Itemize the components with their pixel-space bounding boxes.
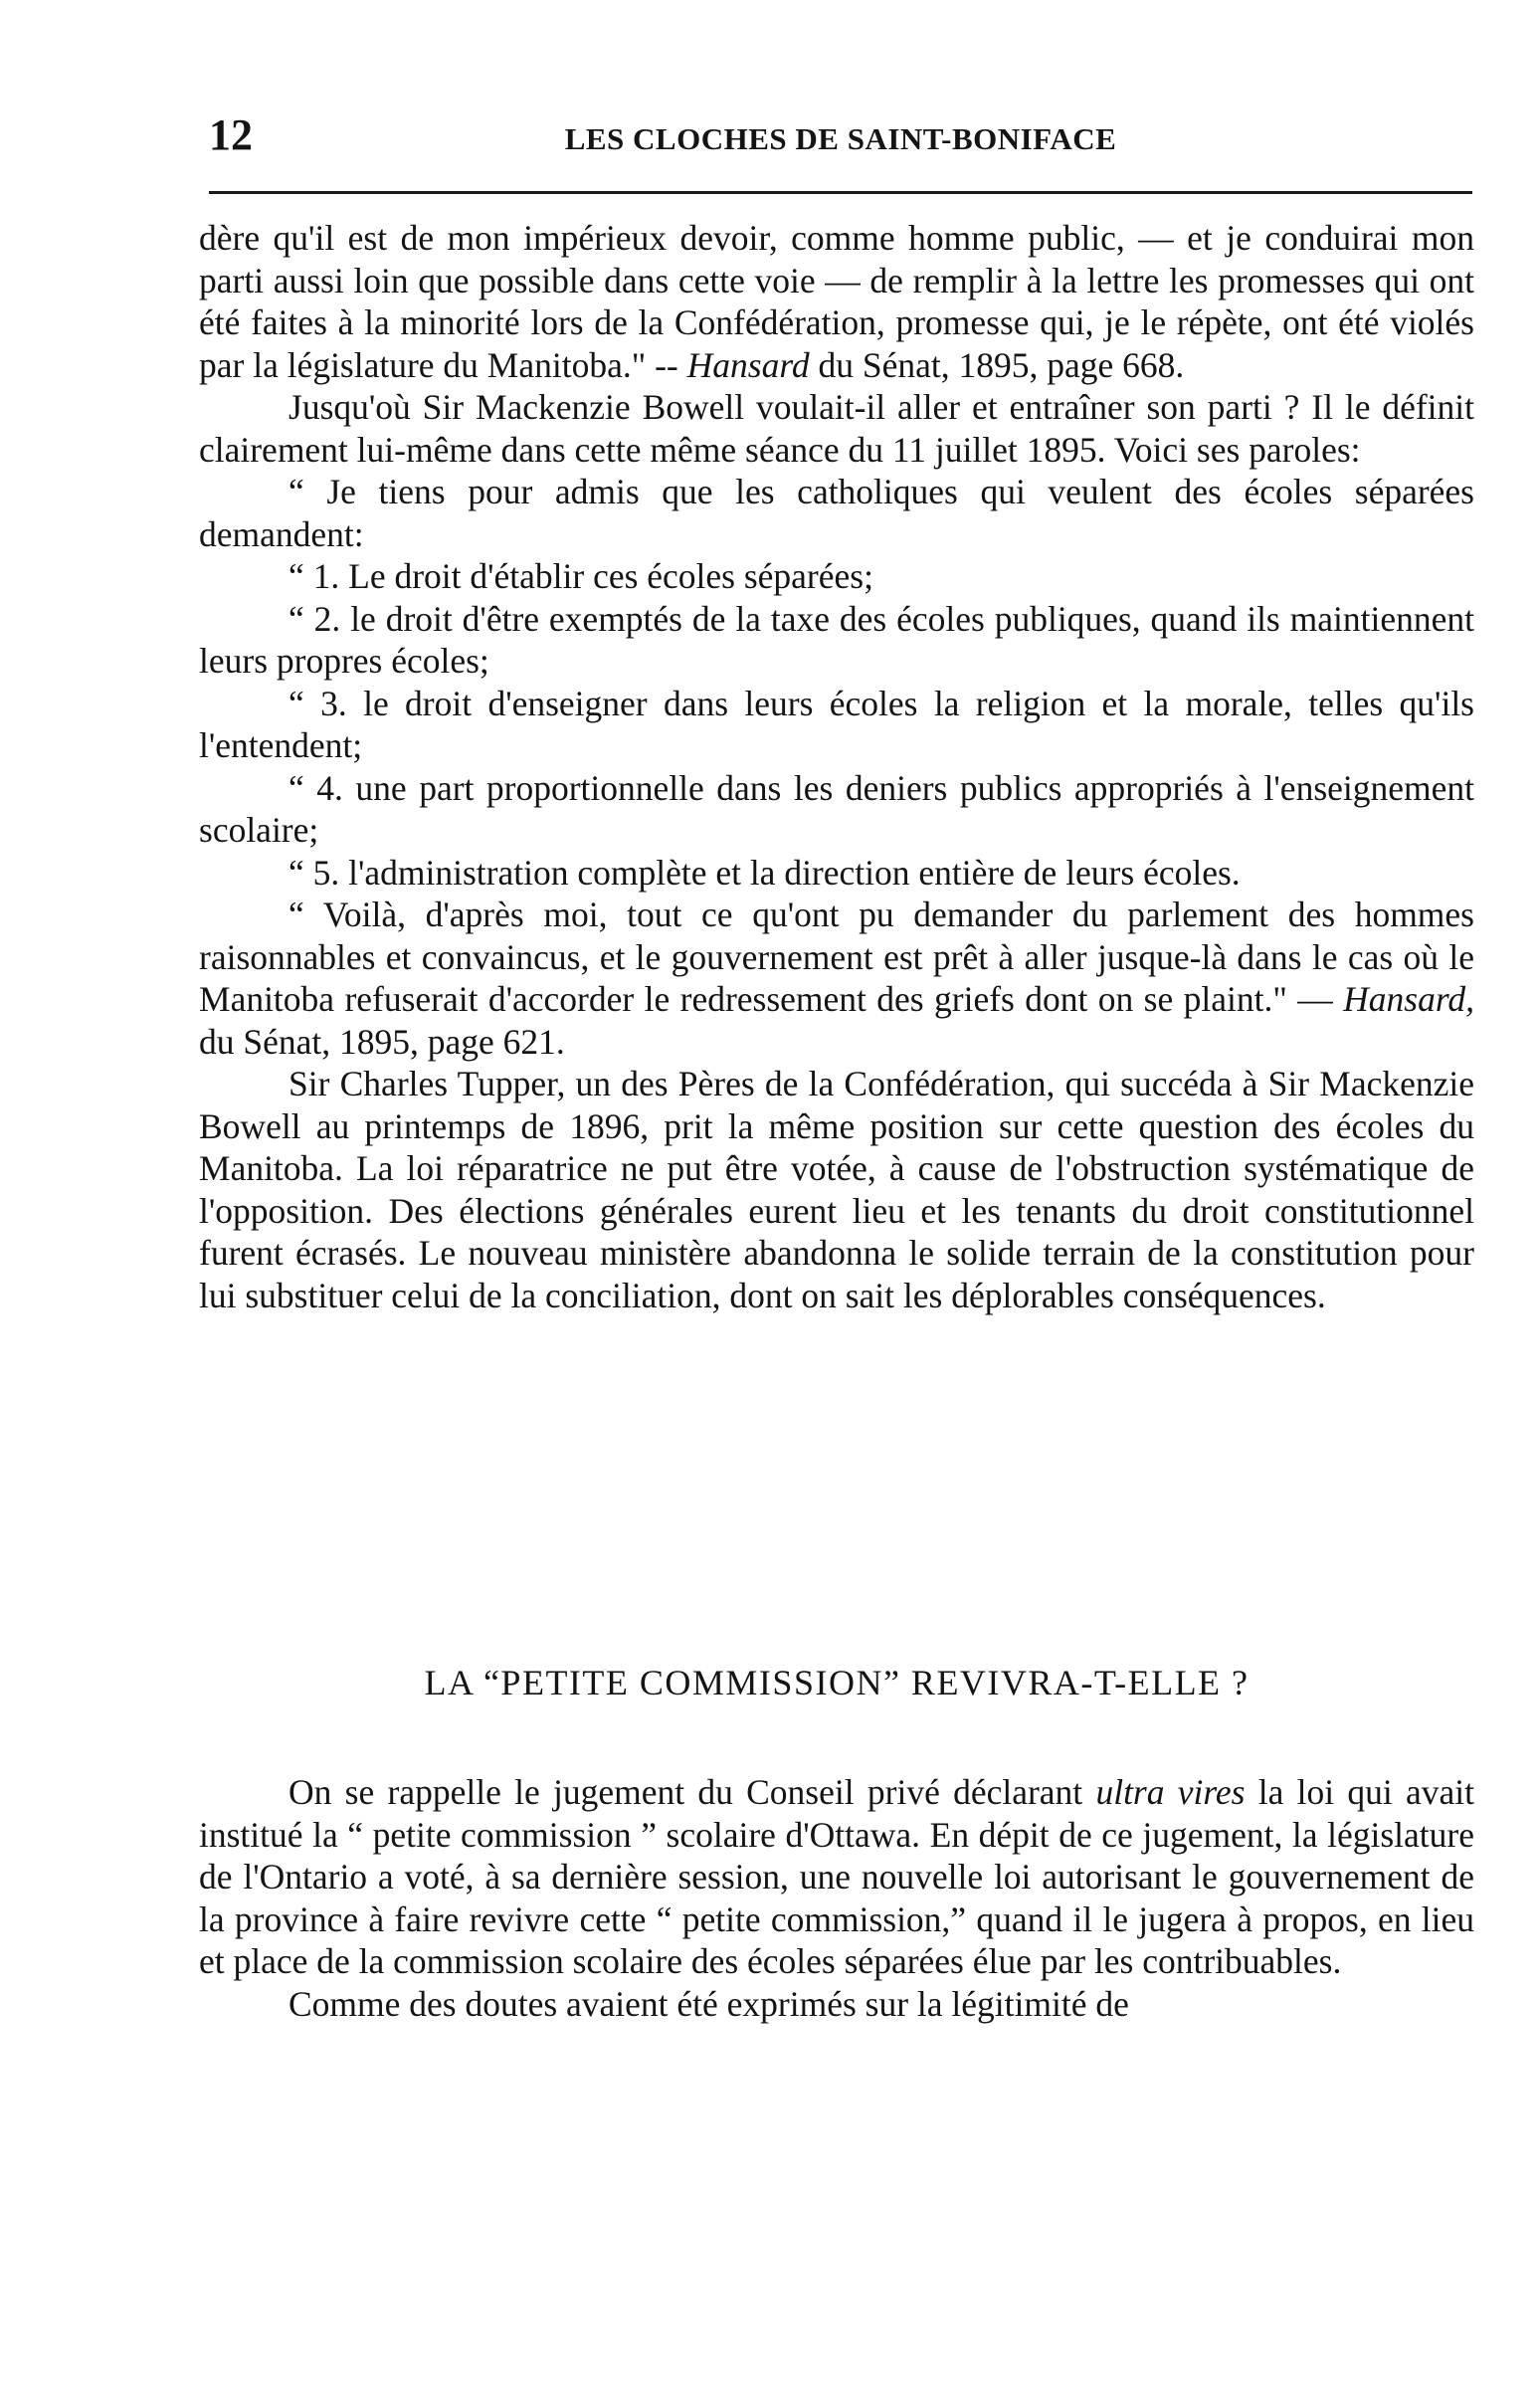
paragraph: Jusqu'où Sir Mackenzie Bowell voulait-il aller et entraîner son parti ? Il le définit clairement lui-même dans cette même séance du 11 juillet 1895. Voici ses paroles:	[199, 387, 1474, 470]
running-title: LES CLOCHES DE SAINT-BONIFACE	[564, 121, 1117, 156]
reference-detail: du Sénat, 1895, page 621.	[199, 1021, 565, 1062]
quote-intro: “ Je tiens pour admis que les catholiques qui veulent des écoles séparées demandent:	[199, 472, 1474, 554]
paragraph-text: “ Voilà, d'après moi, tout ce qu'ont pu demander du parlement des hommes raisonnables et convaincus, et le gouvernement est prêt à aller jusque-là dans le cas où le Manitoba refuserait d'accorder le redressement des griefs dont on se plaint." —	[199, 895, 1474, 1019]
body-text	[199, 217, 1474, 1316]
header-rule	[209, 191, 1472, 194]
quote-item: “ 3. le droit d'enseigner dans leurs écoles la religion et la morale, telles qu'ils l'entendent;	[199, 683, 1474, 765]
hansard-reference: Hansard	[686, 344, 810, 385]
paragraph-continuation	[199, 217, 1474, 386]
quote-item: “ 1. Le droit d'établir ces écoles séparées;	[289, 556, 873, 596]
quote-item: “ 5. l'administration complète et la direction entière de leurs écoles.	[289, 852, 1241, 893]
paragraph	[199, 1771, 1474, 1983]
section-body	[199, 1771, 1474, 2025]
paragraph-text: On se rappelle le jugement du Conseil privé déclarant	[289, 1772, 1096, 1812]
reference-detail: du Sénat, 1895, page 668.	[809, 344, 1185, 385]
paragraph: Sir Charles Tupper, un des Pères de la Confédération, qui succéda à Sir Mackenzie Bowell au printemps de 1896, prit la même position sur cette question des écoles du Manitoba. La loi réparatrice ne put être votée, à cause de l'obstruction systématique de l'opposition. Des élections générales eurent lieu et les tenants du droit constitutionnel furent écrasés. Le nouveau ministère abandonna le solide terrain de la constitution pour lui substituer celui de la conciliation, dont on sait les déplorables conséquences.	[199, 1064, 1474, 1315]
paragraph: Comme des doutes avaient été exprimés sur la légitimité de	[289, 1983, 1129, 2024]
hansard-reference: Hansard,	[1343, 979, 1474, 1019]
section-heading: LA “PETITE COMMISSION” REVIVRA-T-ELLE ?	[424, 1663, 1250, 1702]
quote-item: “ 4. une part proportionnelle dans les deniers publics appropriés à l'enseignement scolaire;	[199, 767, 1474, 850]
paragraph-text: dère qu'il est de mon impérieux devoir, comme homme public, — et je conduirai mon parti aussi loin que possible dans cette voie — de remplir à la lettre les promesses qui ont été faites à la minorité lors de la Confédération, promesse qui, je le répète, ont été violés par la législature du Manitoba." --	[199, 218, 1474, 385]
quote-conclusion	[199, 894, 1474, 1063]
running-head	[209, 109, 1472, 169]
quote-item: “ 2. le droit d'être exemptés de la taxe des écoles publiques, quand ils maintiennent leurs propres écoles;	[199, 598, 1474, 681]
page-number: 12	[209, 110, 253, 159]
latin-term: ultra vires	[1095, 1772, 1246, 1812]
paragraph-text: la loi qui avait institué la “ petite commission ” scolaire d'Ottawa. En dépit de ce jugement, la législature de l'Ontario a voté, à sa dernière session, une nouvelle loi autorisant le gouvernement de la province à faire revivre cette “ petite commission,” quand il le jugera à propos, en lieu et place de la commission scolaire des écoles séparées élue par les contribuables.	[199, 1772, 1475, 1981]
